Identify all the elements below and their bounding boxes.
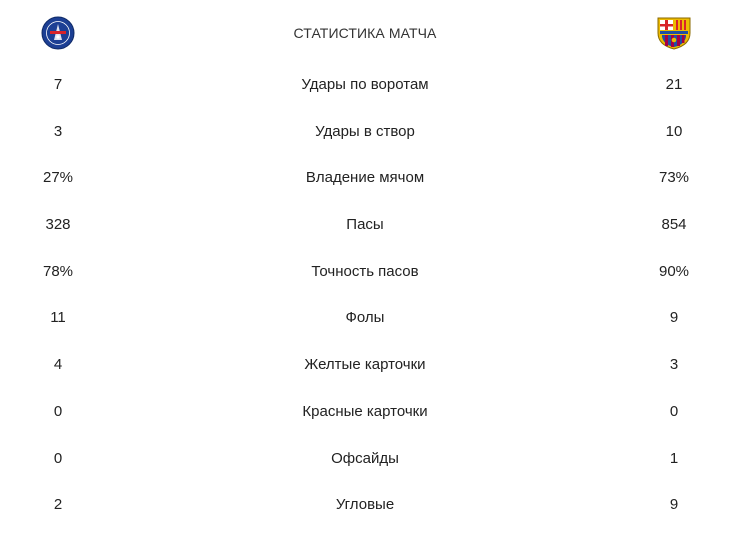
- home-stat-value: 0: [53, 449, 63, 467]
- stat-row: [0, 62, 730, 109]
- stat-label: Удары в створ: [315, 122, 415, 140]
- stat-label: Точность пасов: [311, 262, 419, 280]
- away-stat-value: 3: [669, 356, 679, 374]
- stat-row: [0, 155, 730, 202]
- stat-label: Удары по воротам: [301, 76, 429, 93]
- stat-row: [0, 436, 730, 483]
- away-stat-value: 854: [661, 216, 687, 234]
- barcelona-crest-icon[interactable]: [655, 15, 693, 51]
- stat-row: [0, 389, 730, 436]
- home-stat-value: 328: [45, 216, 71, 234]
- home-stat-value: 3: [53, 122, 63, 140]
- stat-label: Фолы: [345, 309, 385, 327]
- home-stat-value: 11: [50, 309, 66, 327]
- page-title: СТАТИСТИКА МАТЧА: [293, 25, 437, 41]
- stats-table: [0, 62, 730, 529]
- stat-label: Желтые карточки: [304, 356, 426, 374]
- away-stat-value: 9: [669, 496, 679, 514]
- stat-row: [0, 342, 730, 389]
- stat-row: [0, 109, 730, 156]
- home-stat-value: 78%: [42, 262, 74, 280]
- home-stat-value: 0: [53, 402, 63, 420]
- stat-label: Угловые: [335, 496, 395, 514]
- stat-row: [0, 295, 730, 342]
- stat-row: [0, 249, 730, 296]
- stat-label: Владение мячом: [305, 169, 425, 187]
- home-stat-value: 7: [53, 76, 63, 93]
- away-stat-value: 9: [669, 309, 679, 327]
- match-stats-header: [0, 12, 730, 56]
- away-stat-value: 10: [665, 122, 683, 140]
- away-stat-value: 0: [669, 402, 679, 420]
- stat-label: Красные карточки: [302, 402, 428, 420]
- stat-label: Пасы: [346, 216, 384, 234]
- stat-label: Офсайды: [331, 449, 399, 467]
- home-stat-value: 2: [53, 496, 63, 514]
- away-stat-value: 90%: [658, 262, 690, 280]
- away-stat-value: 21: [665, 76, 683, 93]
- stat-row: [0, 482, 730, 529]
- away-stat-value: 73%: [658, 169, 690, 187]
- home-stat-value: 27%: [42, 169, 74, 187]
- psg-crest-icon[interactable]: [41, 16, 75, 50]
- home-stat-value: 4: [53, 356, 63, 374]
- away-stat-value: 1: [669, 449, 679, 467]
- stat-row: [0, 202, 730, 249]
